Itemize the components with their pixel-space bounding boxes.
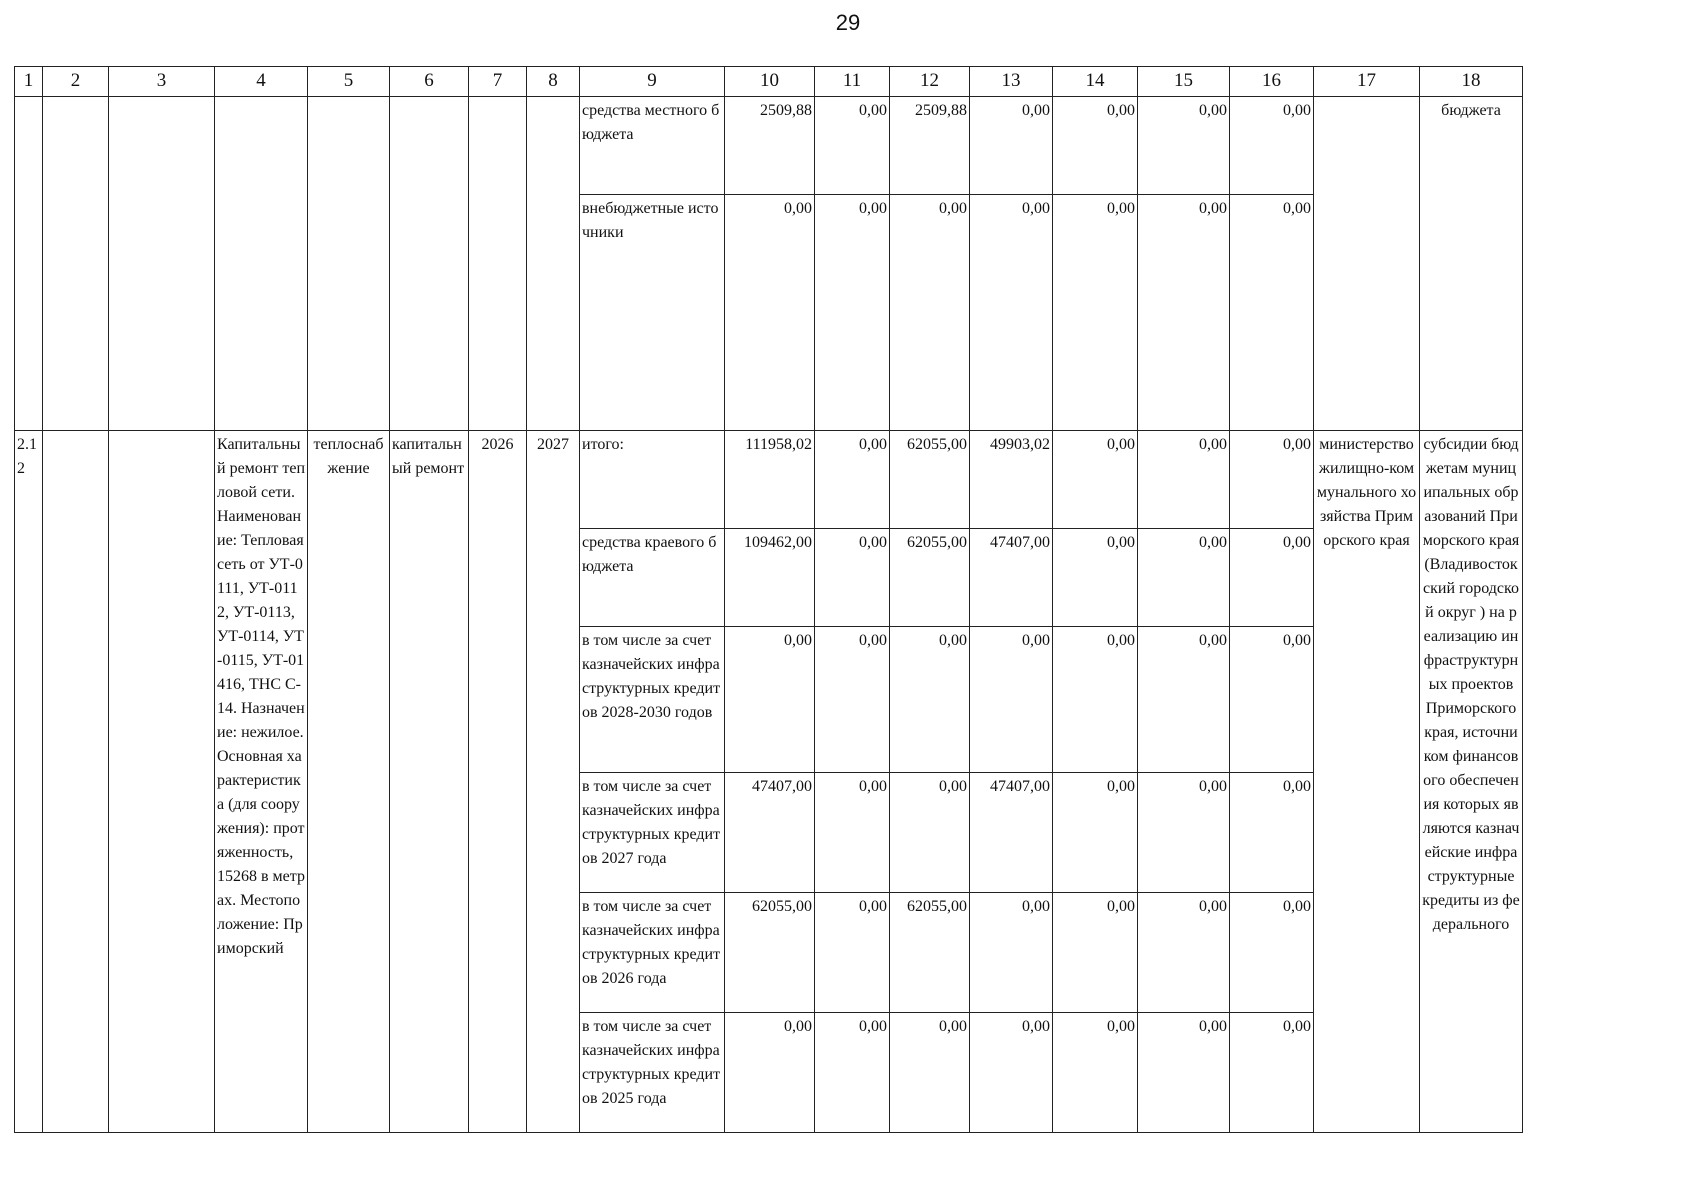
amount-cell: 0,00	[815, 626, 890, 772]
amount-cell: 0,00	[815, 430, 890, 528]
purpose-cell: субсидии бюджетам муниципальных образований Приморского края (Владивостокский городской округ ) на реализацию инфраструктурных проектов Приморского края, источником финансового обеспечения которых являются казначейские инфраструктурные кредиты из федерального	[1420, 430, 1523, 1132]
amount-cell: 111958,02	[725, 430, 815, 528]
amount-cell: 0,00	[1138, 430, 1230, 528]
amount-cell: 0,00	[725, 626, 815, 772]
funding-source: в том числе за счет казначейских инфраструктурных кредитов 2025 года	[580, 1012, 725, 1132]
col-header: 12	[890, 67, 970, 97]
col-header: 4	[215, 67, 308, 97]
amount-cell: 0,00	[970, 626, 1053, 772]
amount-cell: 62055,00	[890, 430, 970, 528]
funding-source: средства краевого бюджета	[580, 528, 725, 626]
page-number: 29	[835, 10, 861, 35]
amount-cell: 0,00	[890, 1012, 970, 1132]
amount-cell: 0,00	[1138, 772, 1230, 892]
amount-cell: 0,00	[815, 194, 890, 430]
sector-cell: теплоснабжение	[308, 430, 390, 1132]
amount-cell: 109462,00	[725, 528, 815, 626]
amount-cell: 0,00	[1053, 1012, 1138, 1132]
amount-cell: 2509,88	[725, 96, 815, 194]
amount-cell: 0,00	[890, 626, 970, 772]
purpose-cell-prev: бюджета	[1420, 96, 1523, 430]
amount-cell: 0,00	[1230, 194, 1314, 430]
amount-cell: 0,00	[970, 194, 1053, 430]
table-row	[15, 430, 1523, 528]
responsible-cell: министерство жилищно-коммунального хозяйства Приморского края	[1314, 430, 1420, 1132]
col-header: 10	[725, 67, 815, 97]
amount-cell: 0,00	[970, 1012, 1053, 1132]
amount-cell: 0,00	[1138, 892, 1230, 1012]
amount-cell: 47407,00	[970, 528, 1053, 626]
col-header: 6	[390, 67, 469, 97]
amount-cell: 0,00	[1053, 772, 1138, 892]
amount-cell: 2509,88	[890, 96, 970, 194]
amount-cell: 0,00	[1230, 626, 1314, 772]
amount-cell: 0,00	[815, 892, 890, 1012]
amount-cell: 62055,00	[725, 892, 815, 1012]
funding-source: в том числе за счет казначейских инфраструктурных кредитов 2026 года	[580, 892, 725, 1012]
amount-cell: 0,00	[890, 772, 970, 892]
funding-source: внебюджетные источники	[580, 194, 725, 430]
amount-cell: 0,00	[970, 892, 1053, 1012]
work-type-cell: капитальный ремонт	[390, 430, 469, 1132]
col-header: 17	[1314, 67, 1420, 97]
col-header: 1	[15, 67, 43, 97]
col-header: 7	[469, 67, 527, 97]
col-header: 2	[43, 67, 109, 97]
col-header: 11	[815, 67, 890, 97]
item-number: 2.12	[15, 430, 43, 1132]
amount-cell: 62055,00	[890, 892, 970, 1012]
amount-cell: 0,00	[1230, 528, 1314, 626]
col-header: 18	[1420, 67, 1523, 97]
amount-cell: 0,00	[815, 96, 890, 194]
amount-cell: 0,00	[1230, 772, 1314, 892]
amount-cell: 0,00	[970, 96, 1053, 194]
amount-cell: 0,00	[1053, 626, 1138, 772]
funding-source: в том числе за счет казначейских инфраструктурных кредитов 2028-2030 годов	[580, 626, 725, 772]
amount-cell: 0,00	[1138, 194, 1230, 430]
amount-cell: 0,00	[1053, 528, 1138, 626]
funding-source: средства местного бюджета	[580, 96, 725, 194]
col-header: 14	[1053, 67, 1138, 97]
amount-cell: 0,00	[1053, 892, 1138, 1012]
table-row	[15, 96, 1523, 194]
amount-cell: 62055,00	[890, 528, 970, 626]
col-header: 16	[1230, 67, 1314, 97]
amount-cell: 0,00	[815, 1012, 890, 1132]
col-header: 5	[308, 67, 390, 97]
col-header: 15	[1138, 67, 1230, 97]
col-header: 8	[527, 67, 580, 97]
amount-cell: 0,00	[1138, 626, 1230, 772]
amount-cell: 0,00	[1053, 430, 1138, 528]
amount-cell: 0,00	[815, 528, 890, 626]
amount-cell: 47407,00	[725, 772, 815, 892]
amount-cell: 0,00	[890, 194, 970, 430]
amount-cell: 0,00	[1138, 1012, 1230, 1132]
col-header: 13	[970, 67, 1053, 97]
object-description: Капитальный ремонт тепловой сети. Наименование: Тепловая сеть от УТ-0111, УТ-0112, УТ-0113, УТ-0114, УТ-0115, УТ-01416, ТНС С-14. Назначение: нежилое. Основная характеристика (для сооружения): протяженность, 15268 в метрах. Местоположение: Приморский	[215, 430, 308, 1132]
col-header: 9	[580, 67, 725, 97]
amount-cell: 0,00	[725, 1012, 815, 1132]
amount-cell: 0,00	[1230, 1012, 1314, 1132]
amount-cell: 0,00	[1230, 96, 1314, 194]
budget-table	[14, 66, 1523, 1133]
amount-cell: 0,00	[815, 772, 890, 892]
amount-cell: 0,00	[1138, 528, 1230, 626]
year-start-cell: 2026	[469, 430, 527, 1132]
funding-source: итого:	[580, 430, 725, 528]
amount-cell: 0,00	[725, 194, 815, 430]
amount-cell: 0,00	[1230, 892, 1314, 1012]
amount-cell: 0,00	[1053, 194, 1138, 430]
year-end-cell: 2027	[527, 430, 580, 1132]
funding-source: в том числе за счет казначейских инфраструктурных кредитов 2027 года	[580, 772, 725, 892]
amount-cell: 49903,02	[970, 430, 1053, 528]
column-number-row	[15, 67, 1523, 97]
amount-cell: 47407,00	[970, 772, 1053, 892]
amount-cell: 0,00	[1230, 430, 1314, 528]
amount-cell: 0,00	[1053, 96, 1138, 194]
col-header: 3	[109, 67, 215, 97]
amount-cell: 0,00	[1138, 96, 1230, 194]
